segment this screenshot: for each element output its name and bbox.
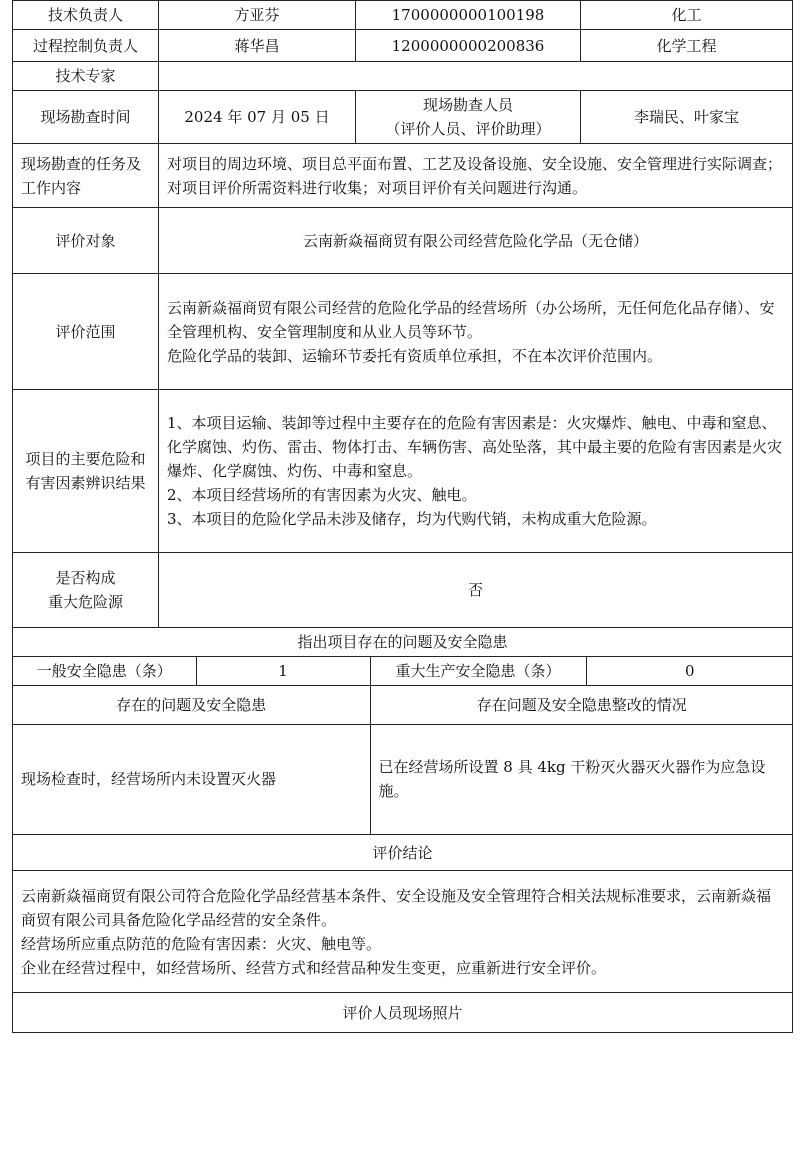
- row-conclusion-header: [13, 835, 793, 871]
- issues-header: 指出项目存在的问题及安全隐患: [13, 628, 793, 657]
- survey-staff-label-line2: （评价人员、评价助理）: [385, 120, 551, 138]
- conclusion-paragraph-1: 云南新焱福商贸有限公司符合危险化学品经营基本条件、安全设施及安全管理符合相关法规标准要求，云南新焱福商贸有限公司具备危险化学品经营的安全条件。: [21, 886, 772, 929]
- scope-label: 评价范围: [13, 274, 159, 390]
- counts-table: [13, 657, 793, 685]
- row-task: [13, 144, 793, 208]
- issues-table: [13, 686, 793, 834]
- hazards-label: 项目的主要危险和有害因素辨识结果: [13, 390, 159, 553]
- conclusion-paragraph-3: 企业在经营过程中，如经营场所、经营方式和经营品种发生变更，应重新进行安全评价。: [21, 958, 607, 977]
- process-lead-id: 1200000000200836: [356, 30, 581, 62]
- survey-time-value: 2024 年 07 月 05 日: [159, 91, 356, 144]
- object-label: 评价对象: [13, 208, 159, 274]
- conclusion-paragraph-2: 经营场所应重点防范的危险有害因素：火灾、触电等。: [21, 934, 382, 953]
- conclusion-header: 评价结论: [13, 835, 793, 871]
- tech-lead-major: 化工: [581, 1, 793, 30]
- row-tech-lead: [13, 1, 793, 30]
- row-hazards: [13, 390, 793, 553]
- major-hazard-count-label: 重大生产安全隐患（条）: [370, 657, 586, 685]
- hazards-value: [159, 390, 793, 553]
- general-hazard-label: 一般安全隐患（条）: [13, 657, 196, 685]
- row-issues-body: [13, 686, 793, 835]
- issues-columns-row: [13, 686, 793, 724]
- issue-item-row: [13, 724, 793, 834]
- process-lead-label: 过程控制负责人: [13, 30, 159, 62]
- expert-label: 技术专家: [13, 62, 159, 91]
- process-lead-name: 蒋华昌: [159, 30, 356, 62]
- major-hazard-label: [13, 553, 159, 628]
- counts-cell: [13, 657, 793, 686]
- tech-lead-name: 方亚芬: [159, 1, 356, 30]
- issue-fix: 已在经营场所设置 8 具 4kg 干粉灭火器灭火器作为应急设施。: [370, 724, 793, 834]
- hazards-paragraph-2: 2、本项目经营场所的有害因素为火灾、触电。: [167, 486, 477, 504]
- task-value: 对项目的周边环境、项目总平面布置、工艺及设备设施、安全设施、安全管理进行实际调查；对项目评价所需资料进行收集；对项目评价有关问题进行沟通。: [159, 144, 793, 208]
- issue-problem: 现场检查时，经营场所内未设置灭火器: [13, 724, 370, 834]
- general-hazard-count: 1: [196, 657, 370, 685]
- issues-col-left: 存在的问题及安全隐患: [13, 686, 370, 724]
- row-major-hazard: [13, 553, 793, 628]
- row-counts: [13, 657, 793, 686]
- scope-value: [159, 274, 793, 390]
- row-expert: [13, 62, 793, 91]
- tech-lead-label: 技术负责人: [13, 1, 159, 30]
- survey-time-label: 现场勘查时间: [13, 91, 159, 144]
- major-hazard-label-line1: 是否构成: [55, 569, 116, 587]
- object-value: 云南新焱福商贸有限公司经营危险化学品（无仓储）: [159, 208, 793, 274]
- conclusion-value: [13, 871, 793, 993]
- row-conclusion: [13, 871, 793, 993]
- expert-value: [159, 62, 793, 91]
- scope-paragraph-1: 云南新焱福商贸有限公司经营的危险化学品的经营场所（办公场所，无任何危化品存储）、安全管理机构、安全管理制度和从业人员等环节。: [167, 298, 775, 341]
- row-survey: [13, 91, 793, 144]
- hazards-paragraph-3: 3、本项目的危险化学品未涉及储存，均为代购代销，未构成重大危险源。: [167, 510, 657, 528]
- survey-staff-label-line1: 现场勘查人员: [422, 96, 513, 114]
- row-object: [13, 208, 793, 274]
- major-hazard-count: 0: [586, 657, 793, 685]
- survey-staff-label: [356, 91, 581, 144]
- evaluation-form: [12, 0, 792, 1033]
- issues-col-right: 存在问题及安全隐患整改的情况: [370, 686, 793, 724]
- survey-staff-value: 李瑞民、叶家宝: [581, 91, 793, 144]
- row-process-lead: [13, 30, 793, 62]
- major-hazard-value: 否: [159, 553, 793, 628]
- form-table: [12, 0, 793, 1033]
- task-label: 现场勘查的任务及工作内容: [13, 144, 159, 208]
- row-scope: [13, 274, 793, 390]
- tech-lead-id: 1700000000100198: [356, 1, 581, 30]
- hazards-paragraph-1: 1、本项目运输、装卸等过程中主要存在的危险有害因素是：火灾爆炸、触电、中毒和窒息、化学腐蚀、灼伤、雷击、物体打击、车辆伤害、高处坠落，其中最主要的危险有害因素是火灾爆炸、化学腐蚀、灼伤、中毒和窒息。: [167, 414, 783, 480]
- issues-cell: [13, 686, 793, 835]
- photos-header: 评价人员现场照片: [13, 993, 793, 1033]
- row-issues-header: [13, 628, 793, 657]
- row-photos-header: [13, 993, 793, 1033]
- major-hazard-label-line2: 重大危险源: [47, 593, 123, 611]
- scope-paragraph-2: 危险化学品的装卸、运输环节委托有资质单位承担，不在本次评价范围内。: [167, 346, 663, 365]
- process-lead-major: 化学工程: [581, 30, 793, 62]
